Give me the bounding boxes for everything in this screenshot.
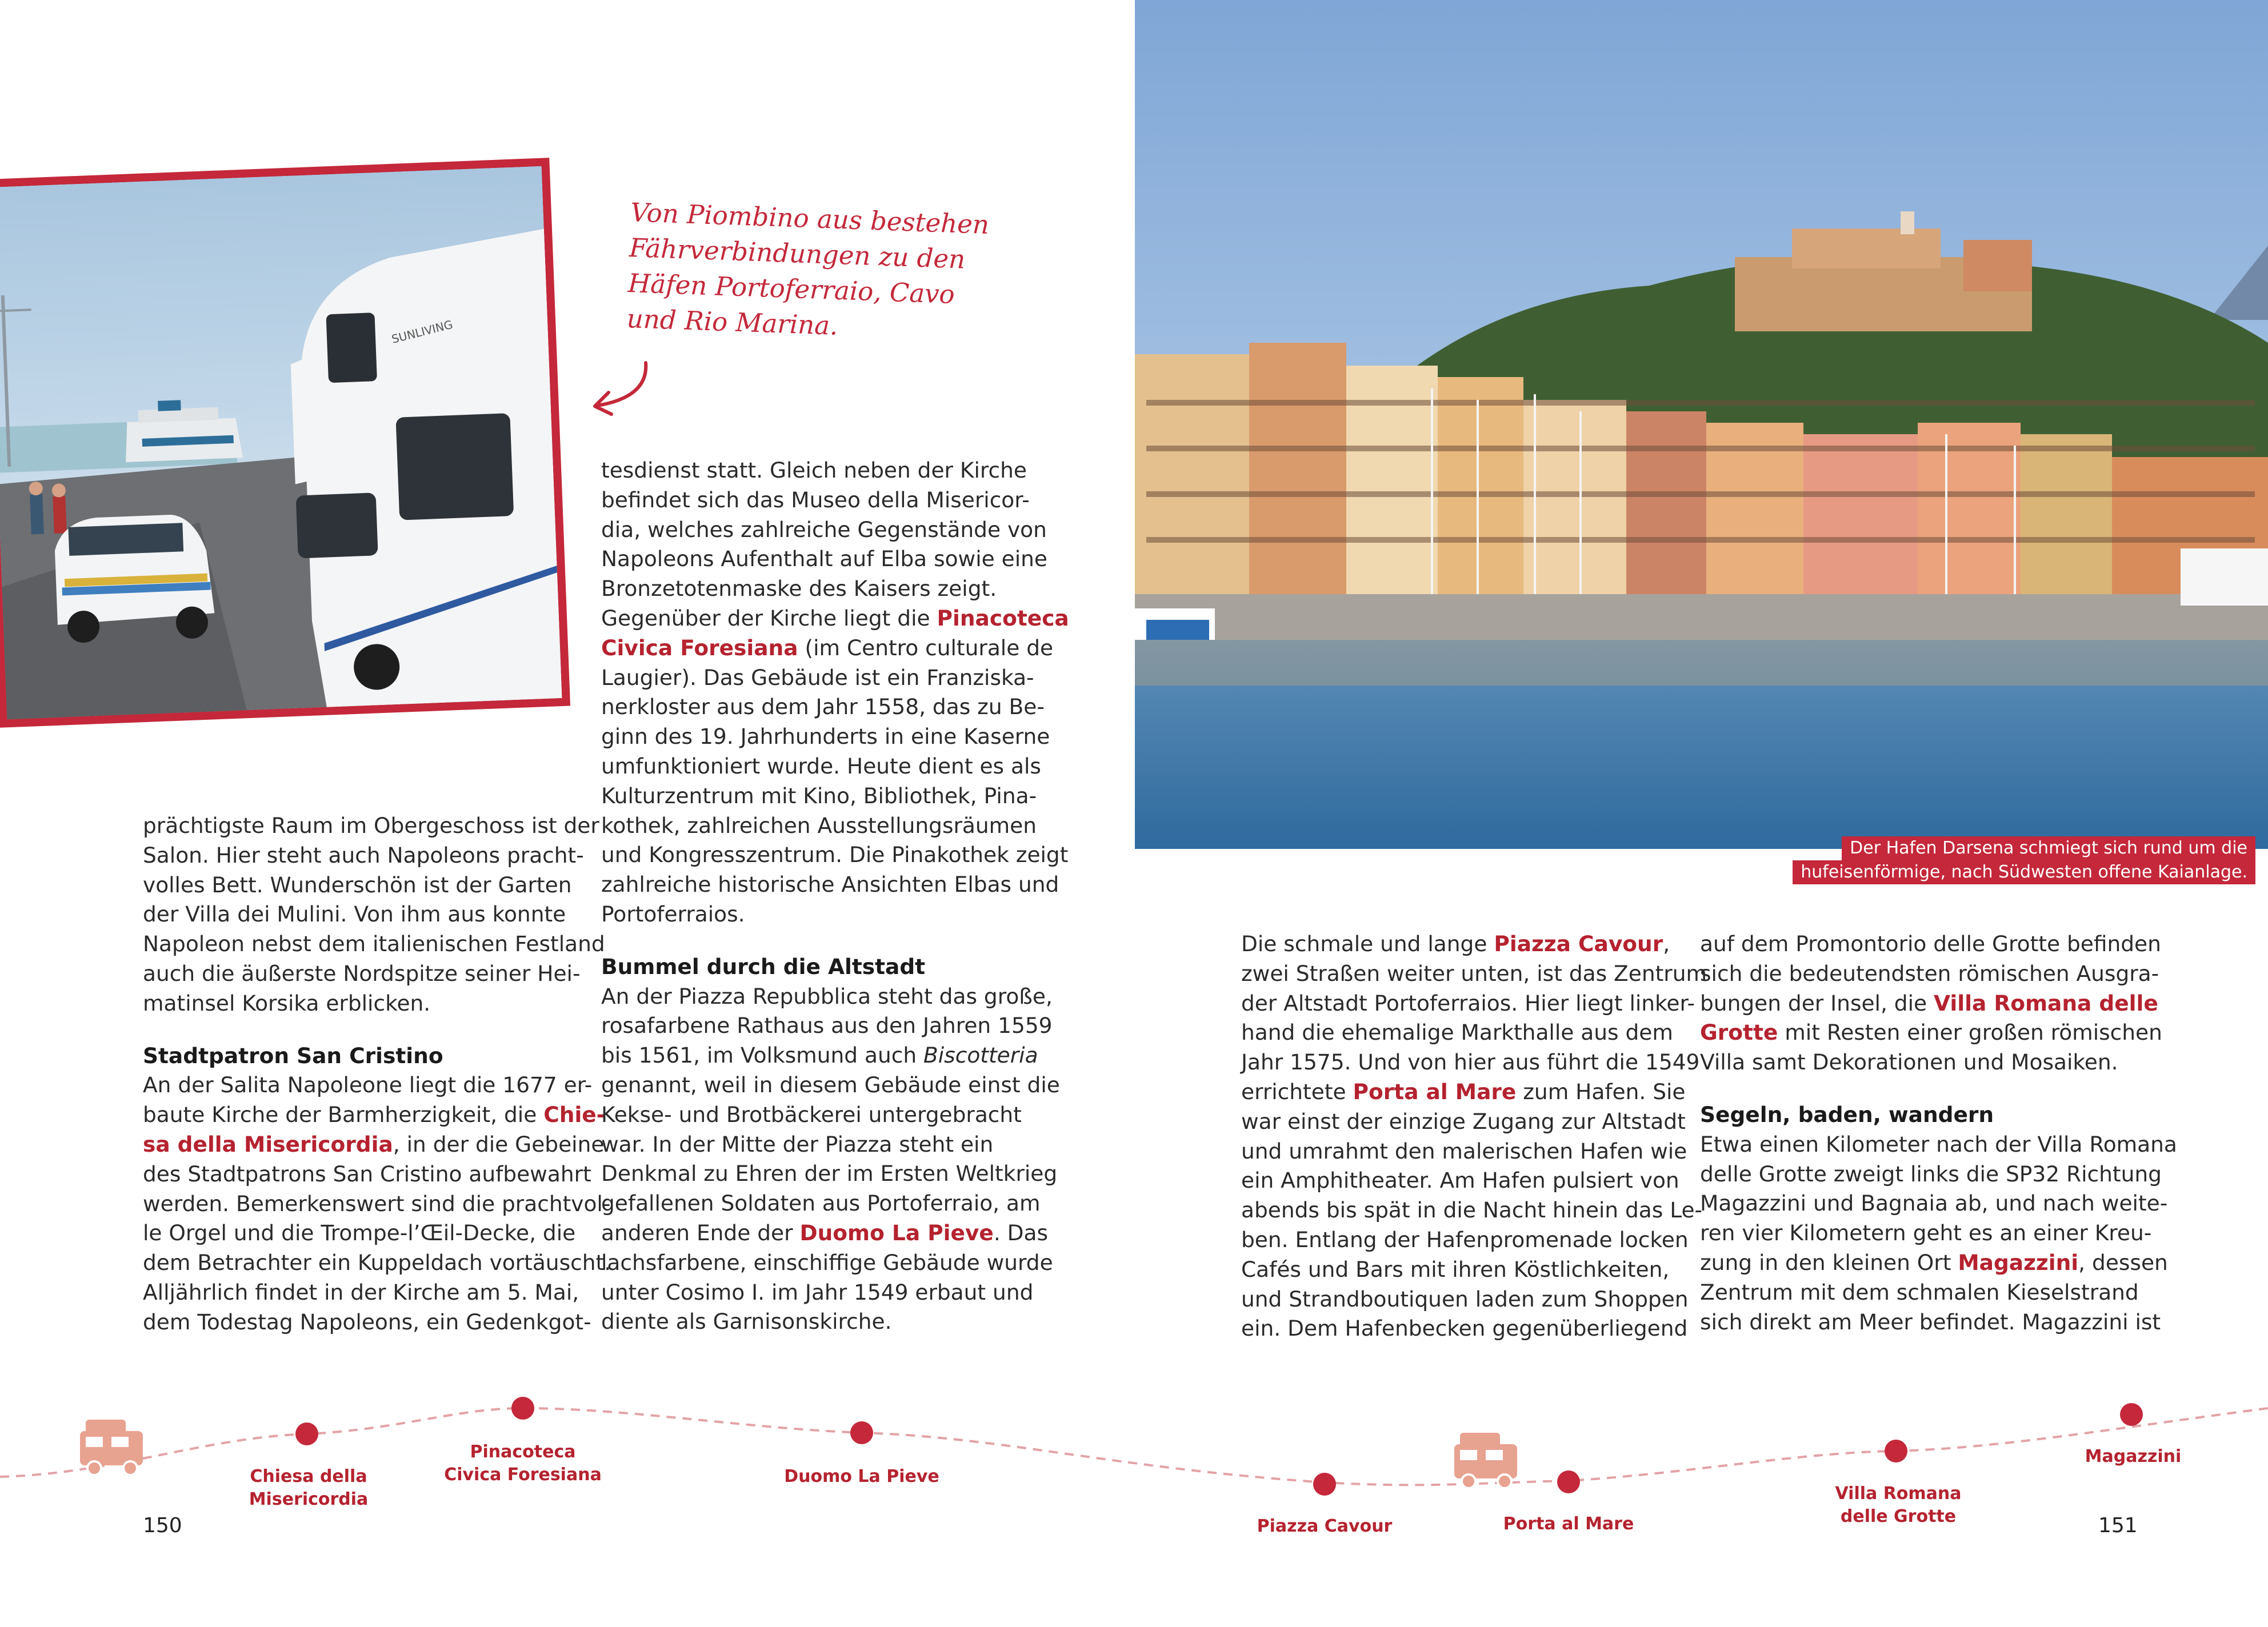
text-line: kothek, zahlreichen Ausstellungsräumen bbox=[601, 812, 1037, 838]
handwritten-note bbox=[626, 195, 990, 349]
route-stop-dot bbox=[850, 1421, 873, 1444]
route-stop-dot bbox=[1557, 1470, 1580, 1493]
section-heading: Stadtpatron San Cristino bbox=[143, 1043, 443, 1068]
text-line: Alljährlich findet in der Kirche am 5. Mai, bbox=[143, 1279, 579, 1305]
page-number-left: 150 bbox=[143, 1514, 182, 1537]
text-line: gefallenen Soldaten aus Portoferraio, am bbox=[601, 1191, 1041, 1216]
page-number-right: 151 bbox=[2098, 1514, 2138, 1537]
text-line: lachsfarbene, einschiffige Gebäude wurde bbox=[601, 1249, 1053, 1275]
text-line: und Strandboutiquen laden zum Shoppen bbox=[1241, 1286, 1689, 1312]
route-stop-dot bbox=[1885, 1440, 1907, 1462]
text-line: Napoleons Aufenthalt auf Elba sowie eine bbox=[601, 546, 1047, 572]
text-line: nerkloster aus dem Jahr 1558, das zu Be- bbox=[601, 694, 1045, 720]
ferry-camper-photo bbox=[0, 166, 562, 720]
text-line: Kulturzentrum mit Kino, Bibliothek, Pina- bbox=[601, 783, 1037, 808]
route-stop-label: Villa Romana delle Grotte bbox=[1835, 1484, 1962, 1526]
place-link-duomo: Duomo La Pieve bbox=[799, 1220, 994, 1245]
route-stop-dot bbox=[511, 1397, 534, 1420]
text-line: Etwa einen Kilometer nach der Villa Romana bbox=[1700, 1131, 2177, 1157]
harbour-photo bbox=[1135, 0, 2268, 849]
text-line: le Orgel und die Trompe-l’Œil-Decke, die bbox=[143, 1220, 576, 1246]
camper-van-icon bbox=[1454, 1433, 1517, 1488]
camper-brand: SUNLIVING bbox=[390, 317, 454, 346]
text-line: sich direkt am Meer befindet. Magazzini ist bbox=[1700, 1309, 2161, 1335]
text-line: Grotte mit Resten einer großen römischen bbox=[1700, 1020, 2162, 1045]
text-line: befindet sich das Museo della Misericor- bbox=[601, 487, 1030, 512]
text-line: ren vier Kilometern geht es an einer Kreu- bbox=[1700, 1220, 2152, 1246]
text-line: baute Kirche der Barmherzigkeit, die Chie- bbox=[143, 1102, 606, 1128]
text-line: Gegenüber der Kirche liegt die Pinacoteca bbox=[601, 605, 1069, 631]
text-line: genannt, weil in diesem Gebäude einst die bbox=[601, 1072, 1060, 1097]
handwritten-line: Häfen Portoferraio, Cavo bbox=[627, 268, 955, 310]
route-stop-dot bbox=[2120, 1403, 2143, 1426]
ferry-photo-frame bbox=[0, 158, 570, 728]
text-line: Kekse- und Brotbäckerei untergebracht bbox=[601, 1101, 1022, 1127]
text-line: ginn des 19. Jahrhunderts in eine Kaserne bbox=[601, 724, 1050, 750]
text-line: Villa samt Dekorationen und Mosaiken. bbox=[1700, 1049, 2118, 1075]
route-stop-dot bbox=[1313, 1473, 1336, 1496]
place-link-magazzini: Magazzini bbox=[1958, 1249, 2079, 1275]
text-line: Zentrum mit dem schmalen Kieselstrand bbox=[1700, 1279, 2139, 1305]
text-line: bungen der Insel, die Villa Romana delle bbox=[1700, 990, 2158, 1016]
text-line: diente als Garnisonskirche. bbox=[601, 1309, 892, 1335]
text-line: anderen Ende der Duomo La Pieve. Das bbox=[601, 1220, 1049, 1245]
text-line: An der Piazza Repubblica steht das große, bbox=[601, 983, 1053, 1009]
section-heading: Segeln, baden, wandern bbox=[1700, 1101, 1994, 1127]
place-link-villa-romana: Villa Romana delle bbox=[1934, 990, 2158, 1016]
text-column-2 bbox=[601, 456, 1069, 1337]
place-link-villa-romana: Grotte bbox=[1700, 1020, 1778, 1045]
text-line: Magazzini und Bagnaia ab, und nach weite- bbox=[1700, 1191, 2168, 1216]
route-stop-label: Chiesa della Misericordia bbox=[249, 1466, 369, 1509]
text-line: auf dem Promontorio delle Grotte befinden bbox=[1700, 931, 2161, 956]
text-line: dem Todestag Napoleons, ein Gedenkgot- bbox=[143, 1309, 591, 1335]
route-stop-label: Piazza Cavour bbox=[1257, 1516, 1393, 1536]
text-line: Bronzetotenmaske des Kaisers zeigt. bbox=[601, 576, 997, 602]
route-stop-label: Magazzini bbox=[2085, 1446, 2182, 1466]
text-line: der Altstadt Portoferraios. Hier liegt linker- bbox=[1241, 990, 1695, 1016]
text-line: auch die äußerste Nordspitze seiner Hei- bbox=[143, 960, 581, 986]
route-stop-label: Pinacoteca Civica Foresiana bbox=[444, 1442, 602, 1485]
text-line: dia, welches zahlreiche Gegenstände von bbox=[601, 516, 1047, 542]
text-line: Die schmale und lange Piazza Cavour, bbox=[1241, 931, 1670, 956]
text-line: Civica Foresiana (im Centro culturale de bbox=[601, 635, 1054, 660]
text-column-3 bbox=[1241, 929, 1707, 1344]
text-line: An der Salita Napoleone liegt die 1677 er- bbox=[143, 1072, 593, 1098]
text-line: tesdienst statt. Gleich neben der Kirche bbox=[601, 458, 1027, 483]
text-line: ein. Dem Hafenbecken gegenüberliegend bbox=[1241, 1316, 1688, 1341]
place-link-piazza-cavour: Piazza Cavour bbox=[1494, 931, 1663, 956]
text-line: matinsel Korsika erblicken. bbox=[143, 990, 431, 1016]
camper-van-icon bbox=[80, 1420, 143, 1475]
text-line: dem Betrachter ein Kuppeldach vortäuscht. bbox=[143, 1250, 611, 1276]
place-link-chiesa: Chie- bbox=[543, 1102, 606, 1128]
text-line: rosafarbene Rathaus aus den Jahren 1559 bbox=[601, 1013, 1053, 1039]
text-line: und umrahmt den malerischen Hafen wie bbox=[1241, 1138, 1687, 1164]
place-link-pinacoteca: Civica Foresiana bbox=[601, 635, 798, 660]
text-column-1 bbox=[143, 811, 611, 1337]
text-line: abends bis spät in die Nacht hinein das Le- bbox=[1241, 1197, 1703, 1223]
place-link-chiesa: sa della Misericordia bbox=[143, 1131, 393, 1157]
handwritten-line: Fährverbindungen zu den bbox=[629, 233, 966, 275]
text-line: Napoleon nebst dem italienischen Festland bbox=[143, 931, 605, 957]
text-line: zwei Straßen weiter unten, ist das Zentrum bbox=[1241, 960, 1707, 986]
text-line: errichtete Porta al Mare zum Hafen. Sie bbox=[1241, 1079, 1686, 1104]
text-line: prächtigste Raum im Obergeschoss ist der bbox=[143, 813, 599, 838]
text-line: war einst der einzige Zugang zur Altstadt bbox=[1241, 1108, 1686, 1134]
route-stop-label: Duomo La Pieve bbox=[784, 1466, 939, 1486]
text-line: werden. Bemerkenswert sind die prachtvol- bbox=[143, 1191, 611, 1216]
curved-arrow-icon bbox=[586, 357, 654, 420]
text-line: Salon. Hier steht auch Napoleons pracht- bbox=[143, 842, 584, 868]
text-line: ein Amphitheater. Am Hafen pulsiert von bbox=[1241, 1168, 1679, 1193]
place-link-porta-al-mare: Porta al Mare bbox=[1353, 1079, 1517, 1104]
text-line: war. In der Mitte der Piazza steht ein bbox=[601, 1131, 994, 1157]
text-line: der Villa dei Mulini. Von ihm aus konnte bbox=[143, 901, 566, 927]
text-column-4 bbox=[1700, 929, 2177, 1337]
handwritten-line: und Rio Marina. bbox=[626, 303, 839, 341]
photo-caption: hufeisenförmige, nach Südwesten offene Kaianlage. bbox=[1793, 860, 2255, 884]
text-line: zung in den kleinen Ort Magazzini, dessen bbox=[1700, 1249, 2168, 1275]
text-line: Laugier). Das Gebäude ist ein Franziska- bbox=[601, 664, 1034, 690]
text-line: und Kongresszentrum. Die Pinakothek zeigt bbox=[601, 842, 1069, 868]
text-line: volles Bett. Wunderschön ist der Garten bbox=[143, 872, 572, 897]
route-strip bbox=[0, 1360, 2268, 1536]
text-line: sich die bedeutendsten römischen Ausgra- bbox=[1700, 960, 2159, 986]
text-line: Portoferraios. bbox=[601, 901, 745, 927]
photo-caption: Der Hafen Darsena schmiegt sich rund um die bbox=[1842, 836, 2255, 860]
text-line: zahlreiche historische Ansichten Elbas und bbox=[601, 872, 1059, 897]
text-line: hand die ehemalige Markthalle aus dem bbox=[1241, 1020, 1673, 1045]
handwritten-line: Von Piombino aus bestehen bbox=[630, 197, 990, 240]
text-line: des Stadtpatrons San Cristino aufbewahrt bbox=[143, 1161, 591, 1187]
text-line: Cafés und Bars mit ihren Köstlichkeiten, bbox=[1241, 1256, 1670, 1282]
text-line: umfunktioniert wurde. Heute dient es als bbox=[601, 753, 1041, 779]
text-line: delle Grotte zweigt links die SP32 Richtung bbox=[1700, 1161, 2162, 1187]
text-line: Jahr 1575. Und von hier aus führt die 1549 bbox=[1241, 1049, 1700, 1075]
route-stop-dot bbox=[295, 1422, 318, 1445]
text-line: sa della Misericordia, in der die Gebeine bbox=[143, 1131, 605, 1157]
text-line: bis 1561, im Volksmund auch Biscotteria bbox=[601, 1043, 1038, 1068]
text-line: Denkmal zu Ehren der im Ersten Weltkrieg bbox=[601, 1161, 1058, 1187]
route-stop-label: Porta al Mare bbox=[1503, 1514, 1634, 1534]
section-heading: Bummel durch die Altstadt bbox=[601, 953, 926, 979]
text-line: ben. Entlang der Hafenpromenade locken bbox=[1241, 1227, 1689, 1252]
text-line: unter Cosimo I. im Jahr 1549 erbaut und bbox=[601, 1279, 1034, 1305]
place-link-pinacoteca: Pinacoteca bbox=[937, 605, 1069, 631]
